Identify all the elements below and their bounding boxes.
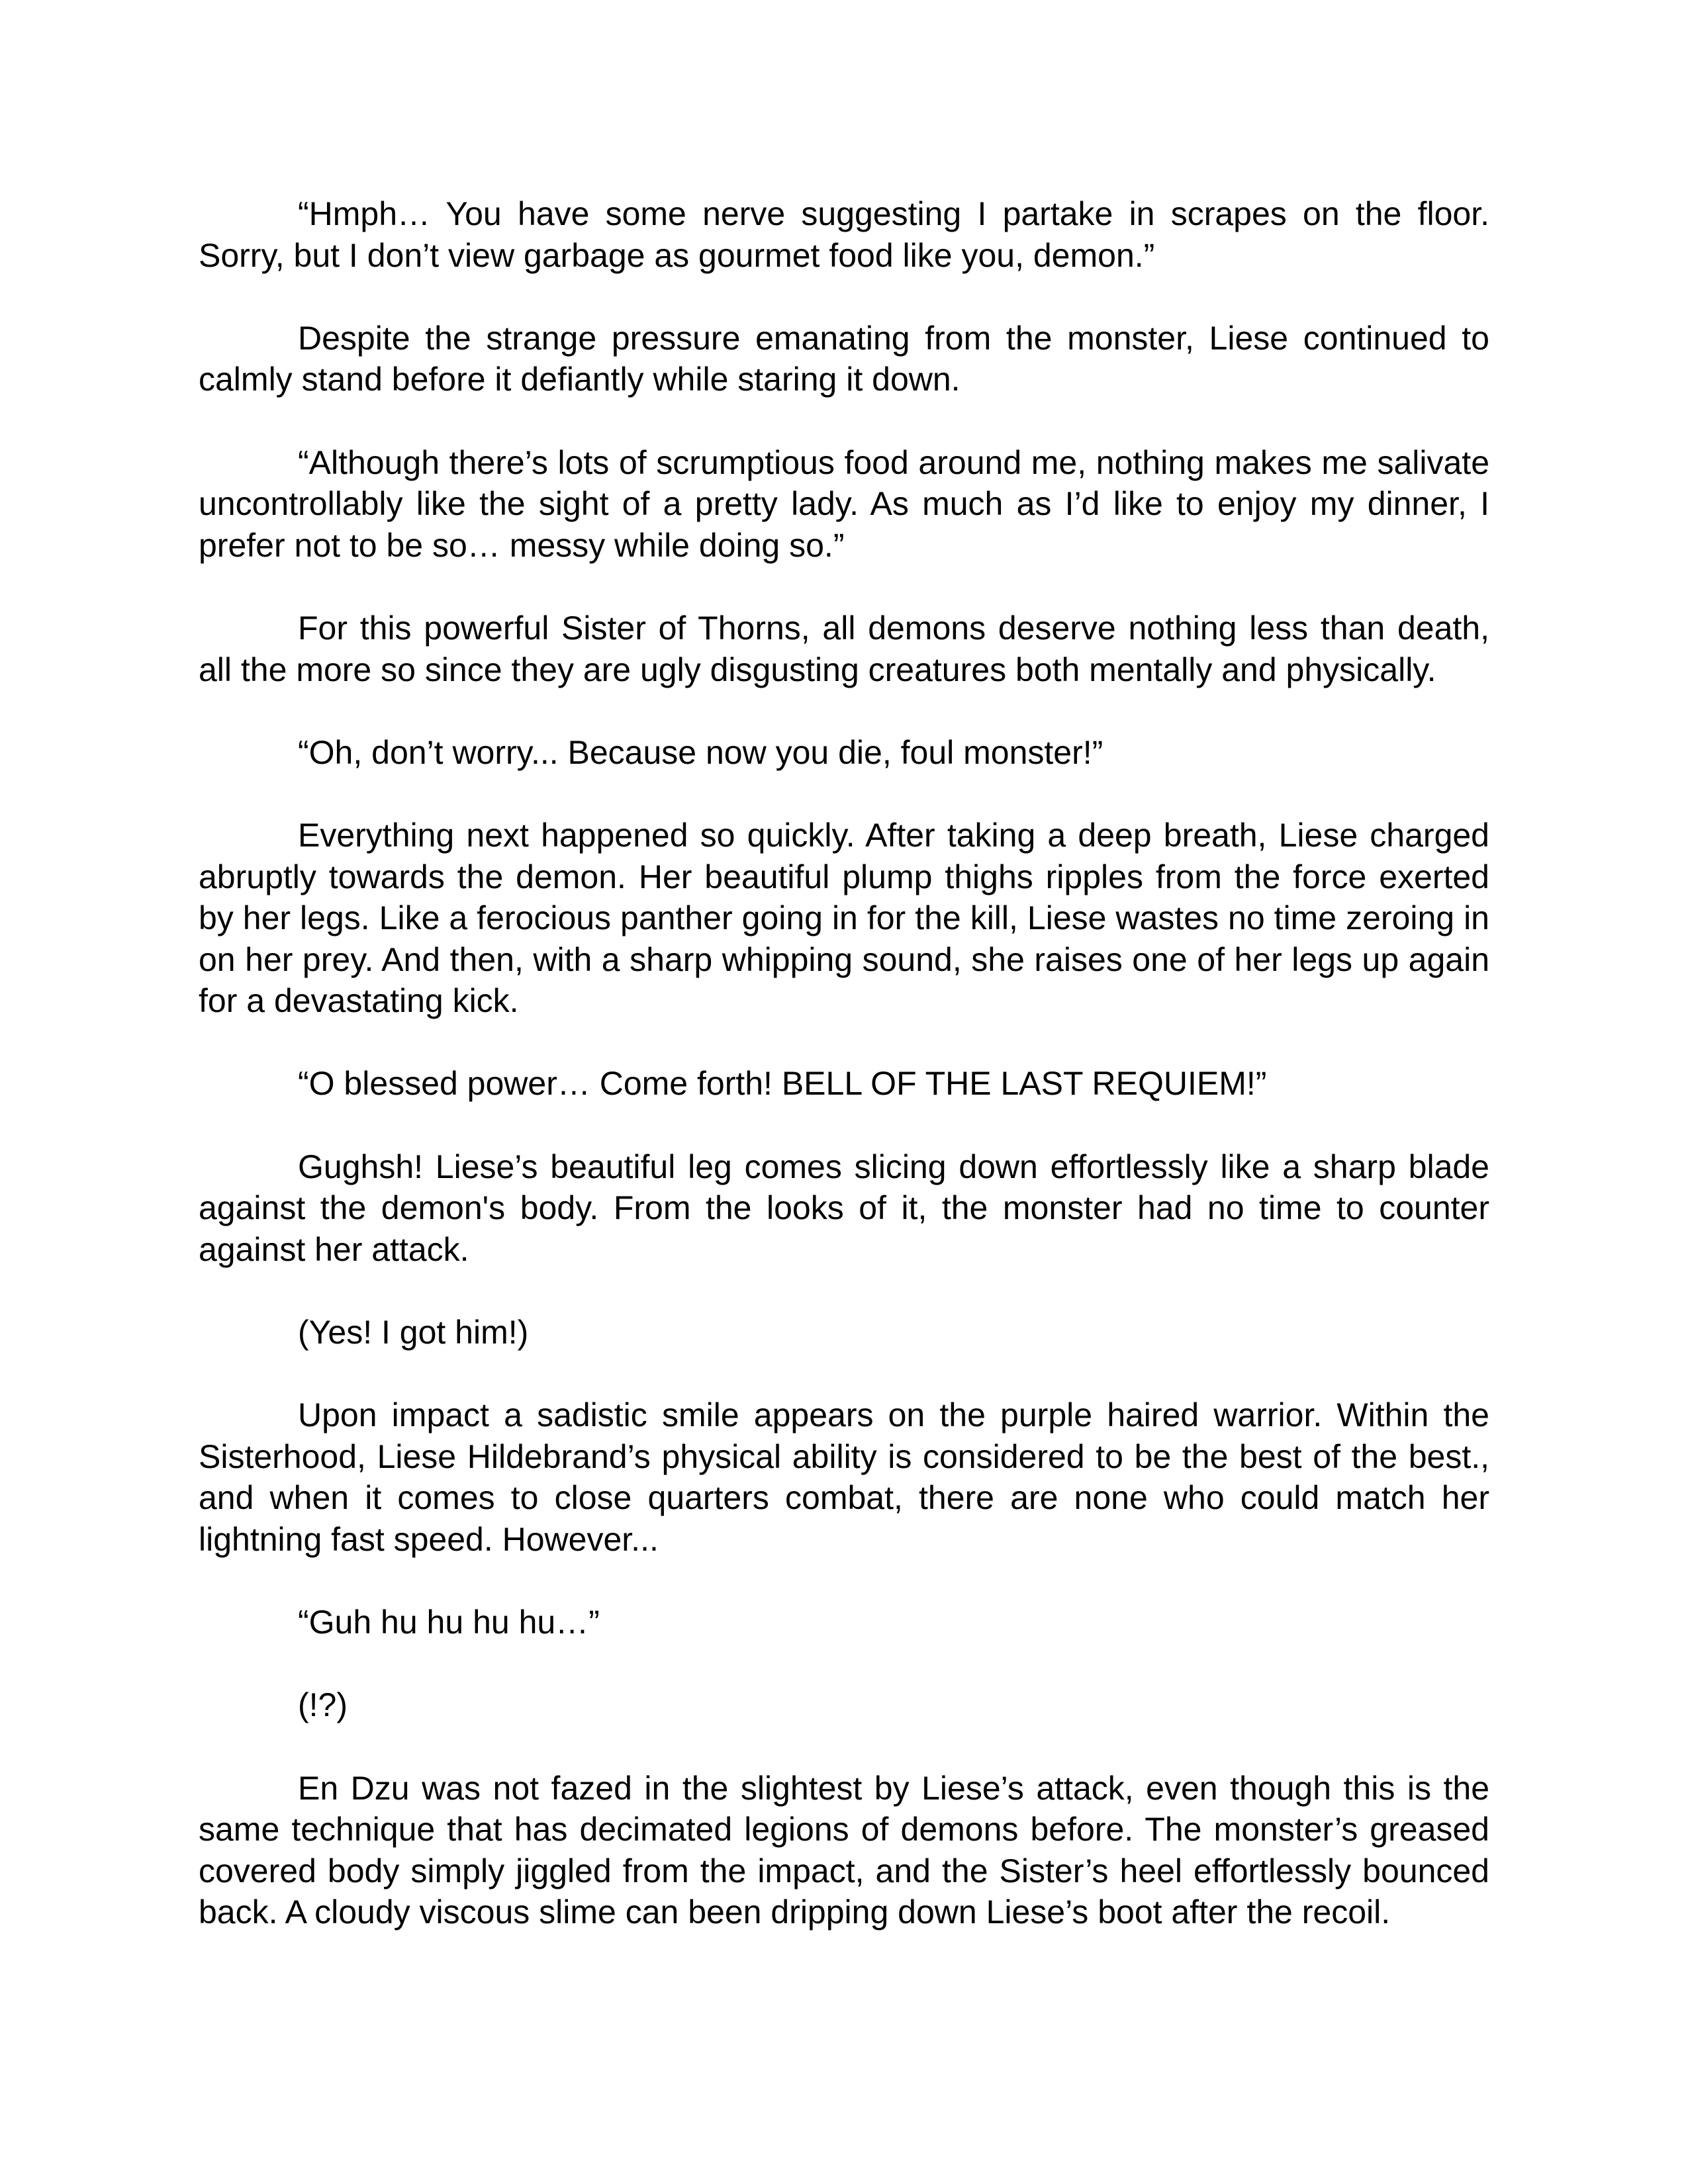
paragraph-5: “Oh, don’t worry... Because now you die, foul monster!”	[298, 733, 1103, 771]
paragraph-2: Despite the strange pressure emanating from the monster, Liese continued to calmly stand before it defiantly while staring it down.	[199, 319, 1489, 398]
paragraph-3: “Although there’s lots of scrumptious food around me, nothing makes me salivate uncontrollably like the sight of a pretty lady. As much as I’d like to enjoy my dinner, I prefer not to be so… messy while doing so.”	[199, 443, 1489, 564]
paragraph-12: (!?)	[298, 1686, 348, 1724]
paragraph-10: Upon impact a sadistic smile appears on the purple haired warrior. Within the Sisterhood, Liese Hildebrand’s physical ability is considered to be the best of the best., and when it comes to close quarters combat, there are none who could match her lightning fast speed. However...	[199, 1396, 1489, 1558]
paragraph-9: (Yes! I got him!)	[298, 1314, 529, 1351]
paragraph-11: “Guh hu hu hu hu…”	[298, 1604, 600, 1641]
paragraph-6: Everything next happened so quickly. After taking a deep breath, Liese charged abruptly towards the demon. Her beautiful plump thighs ripples from the force exerted by her legs. Like a ferocious panther going in for the kill, Liese wastes no time zeroing in on her prey. And then, with a sharp whipping sound, she raises one of her legs up again for a devastating kick.	[199, 816, 1489, 1020]
paragraph-1: “Hmph… You have some nerve suggesting I partake in scrapes on the floor. Sorry, but I don’t view garbage as gourmet food like you, demon.”	[199, 195, 1489, 274]
paragraph-4: For this powerful Sister of Thorns, all demons deserve nothing less than death, all the more so since they are ugly disgusting creatures both mentally and physically.	[199, 609, 1489, 688]
paragraph-8: Gughsh! Liese’s beautiful leg comes slicing down effortlessly like a sharp blade against the demon's body. From the looks of it, the monster had no time to counter against her attack.	[199, 1148, 1489, 1268]
paragraph-7: “O blessed power… Come forth! BELL OF THE LAST REQUIEM!”	[298, 1065, 1267, 1103]
paragraph-13: En Dzu was not fazed in the slightest by Liese’s attack, even though this is the same technique that has decimated legions of demons before. The monster’s greased covered body simply jiggled from the impact, and the Sister’s heel effortlessly bounced back. A cloudy viscous slime can been dripping down Liese’s boot after the recoil.	[199, 1769, 1489, 1931]
